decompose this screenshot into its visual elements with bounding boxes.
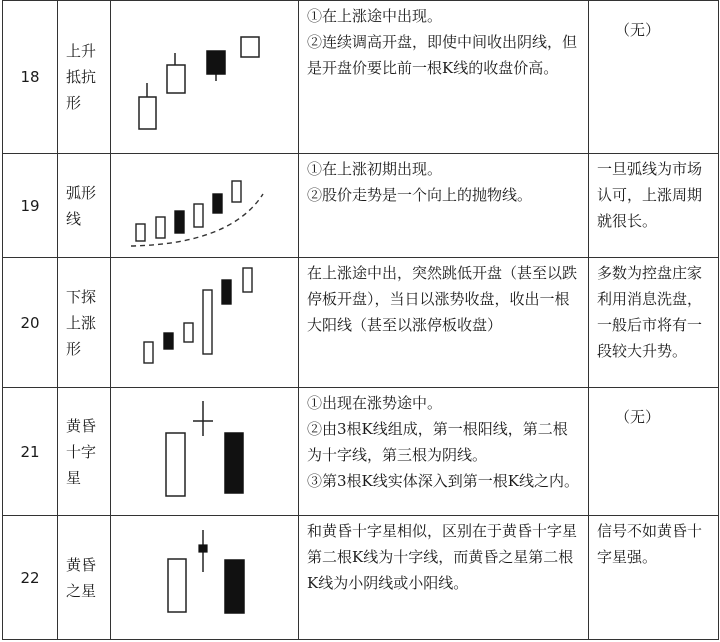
candlestick-pattern-table: [2, 0, 719, 640]
row-number: 20: [3, 258, 58, 388]
pattern-note: [589, 258, 719, 388]
pattern-note: [589, 388, 719, 516]
evening-star-candles-icon: [111, 516, 297, 636]
pattern-name-line: 之星: [66, 581, 97, 600]
pattern-diagram: [111, 516, 299, 640]
note-text: （无）: [615, 21, 661, 39]
evening-doji-star-candles-icon: [111, 388, 297, 513]
pattern-description: [299, 388, 589, 516]
dip-then-rise-candles-icon: [111, 258, 297, 385]
pattern-name-line: 上涨: [66, 313, 97, 332]
pattern-description: [299, 154, 589, 258]
pattern-name-line: 形: [66, 339, 82, 358]
description-line: ②由3根K线组成，第一根阳线，第二根为十字线，第三根为阴线。: [307, 420, 568, 464]
pattern-note: [589, 1, 719, 154]
pattern-diagram: [111, 1, 299, 154]
pattern-description: [299, 258, 589, 388]
description-line: ②连续调高开盘，即使中间收出阴线，但是开盘价要比前一根K线的收盘价高。: [307, 33, 578, 77]
description-line: ①在上涨初期出现。: [307, 160, 443, 178]
pattern-name-line: 形: [66, 94, 82, 112]
pattern-name-line: 十字: [66, 442, 97, 461]
table-row: [3, 388, 719, 516]
pattern-name-line: 黄昏: [66, 416, 97, 435]
rising-resistance-candles-icon: [111, 1, 297, 151]
description-line: 和黄昏十字星相似，区别在于黄昏十字星第二根K线为十字线，而黄昏之星第二根K线为小阴线或小阳线。: [307, 522, 578, 592]
pattern-name-line: 弧形: [66, 183, 97, 202]
row-number: 21: [3, 388, 58, 516]
table-row: [3, 258, 719, 388]
table-row: [3, 1, 719, 154]
note-text: 一旦弧线为市场认可，上涨周期就很长。: [597, 160, 703, 230]
row-number: 18: [3, 1, 58, 154]
row-number: 19: [3, 154, 58, 258]
pattern-name: [58, 258, 111, 388]
table-row: [3, 516, 719, 640]
pattern-note: [589, 154, 719, 258]
table-row: [3, 154, 719, 258]
description-line: ①出现在涨势途中。: [307, 394, 443, 412]
pattern-name: [58, 516, 111, 640]
pattern-name: [58, 154, 111, 258]
pattern-description: [299, 1, 589, 154]
description-line: ②股价走势是一个向上的抛物线。: [307, 186, 533, 204]
pattern-name-line: 线: [66, 209, 82, 228]
pattern-name-line: 下探: [66, 287, 97, 306]
pattern-diagram: [111, 388, 299, 516]
row-number: 22: [3, 516, 58, 640]
pattern-name: [58, 1, 111, 154]
description-line: ③第3根K线实体深入到第一根K线之内。: [307, 472, 579, 490]
pattern-name-line: 上升: [66, 42, 97, 60]
pattern-name: [58, 388, 111, 516]
pattern-name-line: 黄昏: [66, 555, 97, 574]
arc-line-candles-icon: [111, 154, 297, 254]
note-text: （无）: [615, 408, 661, 426]
pattern-diagram: [111, 258, 299, 388]
pattern-note: [589, 516, 719, 640]
note-text: 多数为控盘庄家利用消息洗盘，一般后市将有一段较大升势。: [597, 264, 703, 360]
description-line: ①在上涨途中出现。: [307, 7, 443, 25]
pattern-diagram: [111, 154, 299, 258]
pattern-description: [299, 516, 589, 640]
description-line: 在上涨途中出，突然跳低开盘（甚至以跌停板开盘），当日以涨势收盘，收出一根大阳线（甚至以涨停板收盘）: [307, 264, 578, 334]
pattern-name-line: 抵抗: [66, 68, 97, 86]
note-text: 信号不如黄昏十字星强。: [597, 522, 703, 566]
pattern-name-line: 星: [66, 468, 82, 487]
